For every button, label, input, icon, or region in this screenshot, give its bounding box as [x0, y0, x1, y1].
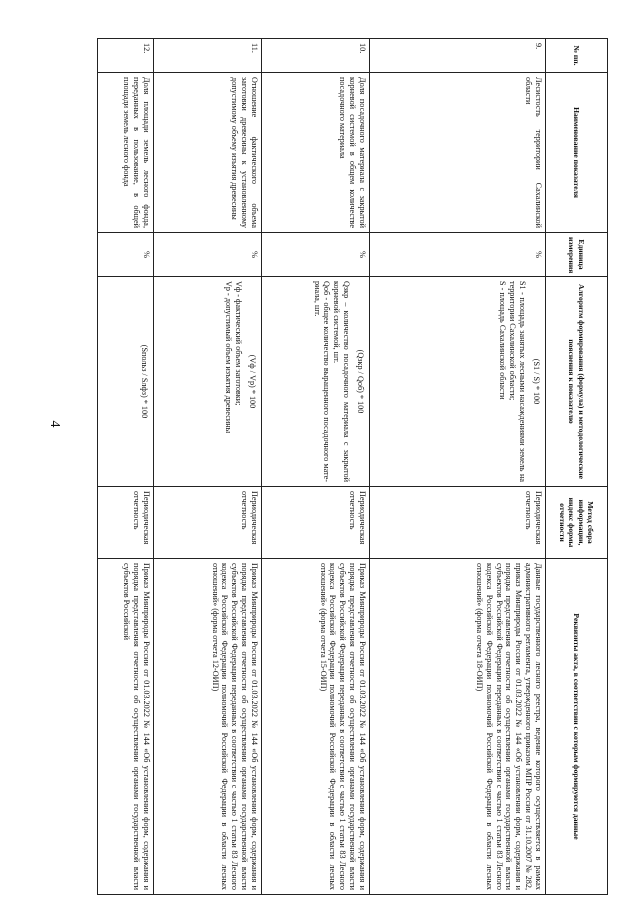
table-body: [98, 39, 546, 895]
indicator-name: Доля посадочного материала с закрытой корневой системой в общем количестве посадочного материала: [262, 73, 370, 233]
row-number: 9.: [370, 39, 546, 73]
table-header-row: [546, 39, 608, 895]
formula-definition: Vр - допустимый объем изъятия древесины: [224, 281, 234, 434]
indicator-table: [97, 38, 608, 895]
header-method: Метод сбора информации, индекс формы отчетности: [546, 487, 608, 559]
table-row: [370, 39, 546, 895]
formula-definition: Vф - фактический объем заготовки;: [234, 281, 244, 406]
row-number: 12.: [98, 39, 154, 73]
formula: (S1 / S) * 100: [532, 358, 541, 405]
formula-cell: [98, 277, 154, 487]
table-row: [262, 39, 370, 895]
row-number: 11.: [154, 39, 262, 73]
indicator-name: Доля площади земель лесного фонда, переданных в пользование, в общей площади земель лесного фонда: [98, 73, 154, 233]
header-unit: Единица измерения: [546, 233, 608, 277]
header-source: Реквизиты акта, в соответствии с которым формируются данные: [546, 559, 608, 895]
formula-definition: S1 - площадь занятых лесными насаждениями земель на территории Сахалинской области;: [508, 281, 528, 482]
row-number: 10.: [262, 39, 370, 73]
legal-source: Данные государственного лесного реестра, ведение которого осуществляется в рамках административного регламента, утвержденного приказом МПР России от 31.10.2007 № 282, приказ Минприроды России от 01.03.2022 № 144 «Об установлении форм, содержания и порядка представления отчетности об осуществлении органами государственной власти субъектов Российской Федерации переданных в соответствии с частью 1 статьи 83 Лесного кодекса Российской Федерации полномочий Российской Федерации в области лесных отношений» (форма отчета 18-ОИП): [370, 559, 546, 895]
formula-cell: [370, 277, 546, 487]
indicator-name: Отношение фактического объема заготовки древесины к установленному допустимому объему изъятия древесины: [154, 73, 262, 233]
formula-definition: Qоб - общее количество выращенного посадочного мате-риала, шт.: [312, 281, 332, 482]
formula-definition: Qзкр – количество посадочного материала с закрытой корневой системой, шт.: [332, 281, 352, 482]
collection-method: Периодическая отчетность: [370, 487, 546, 559]
header-formula: Алгоритм формирования (формула) и методологические пояснения к показателю: [546, 277, 608, 487]
unit: %: [154, 233, 262, 277]
page-number: 4: [47, 420, 62, 428]
collection-method: Периодическая отчетность: [154, 487, 262, 559]
table-row: [154, 39, 262, 895]
header-num: № пп.: [546, 39, 608, 73]
indicator-name: Лесистость территории Сахалинской области: [370, 73, 546, 233]
formula: (Sпольз / Sлфз) * 100: [140, 344, 149, 419]
indicator-table-wrapper: [98, 38, 608, 894]
formula-cell: [262, 277, 370, 487]
legal-source: Приказ Минприроды России от 01.03.2022 № 144 «Об установлении форм, содержания и порядка представления отчетности об осуществлении органами государственной власти субъектов Российской Федерации переданных в соответствии с частью 1 статьи 83 Лесного кодекса Российской Федерации полномочий Российской Федерации в области лесных отношений» (форма отчета 15-ОИП): [262, 559, 370, 895]
header-name: Наименование показателя: [546, 73, 608, 233]
collection-method: Периодическая отчетность: [262, 487, 370, 559]
table-row: [98, 39, 154, 895]
formula-definition: S - площадь Сахалинской области: [498, 281, 508, 400]
unit: %: [262, 233, 370, 277]
formula: (Vф / Vр) * 100: [248, 354, 257, 409]
formula: (Qзкр / Qоб) * 100: [356, 349, 365, 414]
formula-cell: [154, 277, 262, 487]
collection-method: Периодическая отчетность: [98, 487, 154, 559]
unit: %: [98, 233, 154, 277]
legal-source: Приказ Минприроды России от 01.03.2022 № 144 «Об установлении форм, содержания и порядка представления отчетности об осуществлении органами государственной власти субъектов Российской: [98, 559, 154, 895]
legal-source: Приказ Минприроды России от 01.03.2022 № 144 «Об установлении форм, содержания и порядка представления отчетности об осуществлении органами государственной власти субъектов Российской Федерации переданных в соответствии с частью 1 статьи 83 Лесного кодекса Российской Федерации полномочий Российской Федерации в области лесных отношений» (форма отчета 12-ОИП): [154, 559, 262, 895]
unit: %: [370, 233, 546, 277]
